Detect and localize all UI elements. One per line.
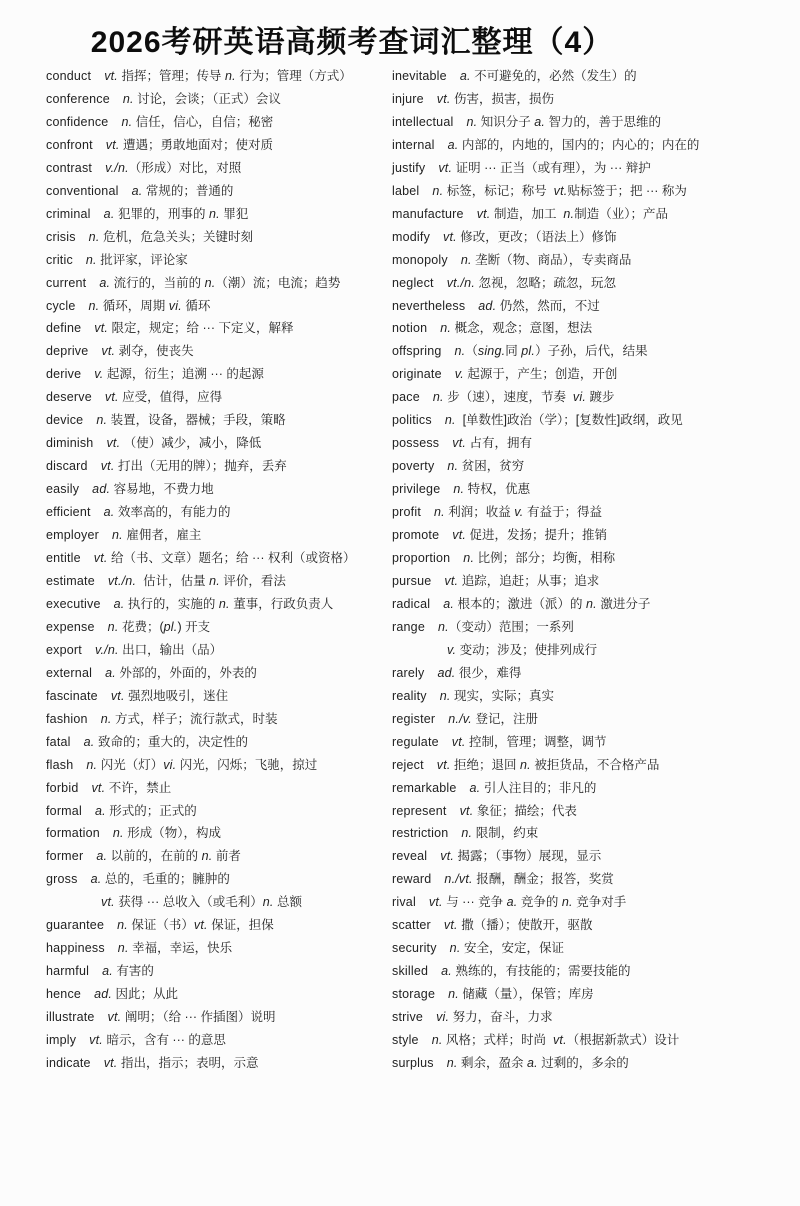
vocab-word: restriction <box>392 826 449 841</box>
vocab-definition: a. 有害的 <box>102 964 154 979</box>
vocab-definition: n./vt. 报酬，酬金；报答，奖赏 <box>444 872 614 887</box>
vocab-word: intellectual <box>392 114 454 129</box>
vocab-entry <box>46 868 392 891</box>
vocab-entry <box>46 662 392 685</box>
vocab-word: regulate <box>392 734 439 749</box>
vocab-definition: n. 限制，约束 <box>461 826 539 841</box>
vocab-word: crisis <box>46 229 76 244</box>
vocab-entry <box>46 249 392 272</box>
vocab-definition: vt. 象征；描绘；代表 <box>459 803 577 818</box>
vocab-word: proportion <box>392 551 451 566</box>
vocab-word: manufacture <box>392 206 464 221</box>
vocab-definition: vt. 遭遇；勇敢地面对；使对质 <box>105 137 274 152</box>
vocab-entry <box>392 295 766 318</box>
vocab-word: efficient <box>46 505 91 520</box>
vocab-definition: vt. 制造，加工 n.制造（业）；产品 <box>476 206 668 221</box>
vocab-entry <box>392 891 766 914</box>
vocab-definition: n. 危机，危急关头；关键时刻 <box>88 229 253 244</box>
vocab-definition: vt. 追踪，追赶；从事；追求 <box>444 573 600 588</box>
vocab-definition: n. 垄断（物、商品），专卖商品 <box>460 252 632 267</box>
vocab-definition: n. 利润；收益 v. 有益于；得益 <box>434 505 602 520</box>
vocab-definition: n. 现实，实际；真实 <box>439 688 555 703</box>
vocab-word: pursue <box>392 573 432 588</box>
vocab-word: reality <box>392 688 427 703</box>
vocab-definition: vt. 促进，发扬；提升；推销 <box>452 528 608 543</box>
vocab-definition: a. 熟练的，有技能的；需要技能的 <box>441 964 631 979</box>
vocab-word: hence <box>46 987 82 1002</box>
vocab-entry <box>46 340 392 363</box>
vocab-entry <box>46 363 392 386</box>
vocab-entry <box>46 639 392 662</box>
vocab-definition: a. 外部的，外面的，外表的 <box>105 665 257 680</box>
vocab-entry <box>392 88 766 111</box>
vocab-column-right <box>392 65 766 1075</box>
vocab-entry <box>392 65 766 88</box>
vocab-word: define <box>46 321 82 336</box>
vocab-word: poverty <box>392 459 435 474</box>
vocab-definition: n. 贫困，贫穷 <box>447 459 525 474</box>
vocab-entry <box>392 868 766 891</box>
vocab-definition: n. 幸福，幸运，快乐 <box>117 941 233 956</box>
vocab-entry <box>46 983 392 1006</box>
vocab-entry <box>46 731 392 754</box>
vocab-entry <box>46 501 392 524</box>
vocab-definition: n./v. 登记，注册 <box>448 711 538 726</box>
vocab-entry <box>46 685 392 708</box>
vocab-definition: n. 标签，标记；称号 vt.贴标签于；把 ··· 称为 <box>432 183 687 198</box>
vocab-entry <box>392 249 766 272</box>
vocab-definition: vt. 修改，更改；（语法上）修饰 <box>443 229 617 244</box>
vocab-definition: n. 特权，优惠 <box>453 482 531 497</box>
vocab-word: diminish <box>46 436 94 451</box>
vocab-word: nevertheless <box>392 298 466 313</box>
vocab-word: illustrate <box>46 1010 95 1025</box>
vocab-definition: ad. 容易地，不费力地 <box>92 482 214 497</box>
vocab-definition: a. 根本的；激进（派）的 n. 激进分子 <box>443 596 651 611</box>
vocab-entry <box>46 134 392 157</box>
vocab-entry <box>46 111 392 134</box>
vocab-word: strive <box>392 1010 424 1025</box>
vocab-entry <box>46 409 392 432</box>
vocab-word: reveal <box>392 849 428 864</box>
vocab-word: scatter <box>392 918 431 933</box>
vocab-entry <box>392 501 766 524</box>
vocab-entry <box>392 845 766 868</box>
vocab-entry <box>46 1029 392 1052</box>
vocab-definition: vt. 指挥；管理；传导 n. 行为；管理（方式） <box>104 69 352 83</box>
vocab-word: fashion <box>46 711 88 726</box>
vocab-entry <box>392 386 766 409</box>
vocab-definition: n.（sing.同 pl.）子孙，后代，结果 <box>454 344 648 359</box>
vocab-entry <box>46 226 392 249</box>
vocab-word: range <box>392 619 425 634</box>
vocab-word: critic <box>46 252 73 267</box>
vocab-entry-continuation <box>46 891 392 914</box>
vocab-word: modify <box>392 229 431 244</box>
vocab-entry <box>392 180 766 203</box>
vocab-definition: vt. 获得 ··· 总收入（或毛利）n. 总额 <box>101 895 303 910</box>
vocab-definition: vt. 占有，拥有 <box>452 436 533 451</box>
vocab-word: estimate <box>46 573 95 588</box>
vocab-word: injure <box>392 91 424 106</box>
vocab-entry <box>392 1029 766 1052</box>
vocab-definition: v./n.（形成）对比，对照 <box>105 160 242 175</box>
vocab-definition: a. 流行的，当前的 n.（潮）流；电流；趋势 <box>99 275 341 290</box>
vocab-entry <box>46 432 392 455</box>
vocab-definition: vt. 应受，值得，应得 <box>104 390 223 405</box>
vocab-entry <box>392 754 766 777</box>
vocab-definition: vt. 证明 ··· 正当（或有理），为 ··· 辩护 <box>438 160 651 175</box>
vocab-word: reward <box>392 872 432 887</box>
vocab-entry <box>392 203 766 226</box>
vocab-word: deprive <box>46 344 89 359</box>
vocab-definition: a. 不可避免的，必然（发生）的 <box>459 69 637 83</box>
vocab-word: internal <box>392 137 435 152</box>
vocab-entry <box>392 547 766 570</box>
vocab-definition: n. 步（速），速度，节奏 vi. 踱步 <box>432 390 615 405</box>
vocab-word: executive <box>46 596 101 611</box>
vocab-entry <box>392 478 766 501</box>
vocab-definition: ad. 很少，难得 <box>437 665 522 680</box>
vocab-word: surplus <box>392 1055 434 1070</box>
vocab-entry <box>46 157 392 180</box>
vocab-entry <box>46 937 392 960</box>
vocab-word: storage <box>392 987 436 1002</box>
vocab-column-left <box>46 65 392 1075</box>
vocab-word: style <box>392 1033 419 1048</box>
vocab-entry <box>392 363 766 386</box>
vocab-entry <box>392 226 766 249</box>
vocab-entry <box>392 914 766 937</box>
vocab-entry <box>392 432 766 455</box>
vocab-entry <box>392 134 766 157</box>
vocab-word: cycle <box>46 298 76 313</box>
vocab-word: indicate <box>46 1055 91 1070</box>
vocab-definition: a. 内部的，内地的，国内的；内心的；内在的 <box>447 137 700 152</box>
vocab-definition: a. 以前的，在前的 n. 前者 <box>96 849 241 864</box>
vocab-word: deserve <box>46 390 92 405</box>
page-title: 2026考研英语高频考查词汇整理（4） <box>90 26 614 59</box>
vocab-word: guarantee <box>46 918 105 933</box>
vocab-definition: n. 形成（物），构成 <box>112 826 221 841</box>
vocab-definition: vt./n. 估计，估量 n. 评价，看法 <box>107 573 286 588</box>
vocab-entry <box>392 685 766 708</box>
vocab-word: reject <box>392 757 424 772</box>
vocab-definition: a. 总的，毛重的；臃肿的 <box>90 872 230 887</box>
vocab-entry <box>46 295 392 318</box>
vocab-word: skilled <box>392 964 429 979</box>
vocab-entry <box>46 845 392 868</box>
vocab-word: remarkable <box>392 780 457 795</box>
vocab-entry <box>46 777 392 800</box>
vocab-definition: vi. 努力，奋斗，力求 <box>436 1010 553 1025</box>
vocab-entry <box>392 800 766 823</box>
vocab-entry <box>392 524 766 547</box>
vocab-word: pace <box>392 390 420 405</box>
vocab-definition: a. 执行的，实施的 n. 董事，行政负责人 <box>113 596 334 611</box>
vocab-entry <box>392 455 766 478</box>
vocab-entry <box>46 754 392 777</box>
vocab-word: originate <box>392 367 442 382</box>
vocab-definition: vt. 限定，规定；给 ··· 下定义，解释 <box>94 321 294 336</box>
vocab-entry <box>392 340 766 363</box>
vocab-word: device <box>46 413 84 428</box>
vocab-entry <box>392 1052 766 1075</box>
vocab-word: external <box>46 665 93 680</box>
vocab-word: represent <box>392 803 447 818</box>
vocab-entry <box>46 547 392 570</box>
vocab-word: label <box>392 183 420 198</box>
vocab-word: harmful <box>46 964 90 979</box>
vocab-definition: a. 形式的；正式的 <box>94 803 197 818</box>
vocab-entry-continuation <box>392 639 766 662</box>
vocab-definition: vt. 伤害，损害，损伤 <box>436 91 555 106</box>
vocab-definition: vt. 不许，禁止 <box>91 780 172 795</box>
vocab-entry <box>392 317 766 340</box>
vocab-definition: n. 知识分子 a. 智力的，善于思维的 <box>466 114 662 129</box>
vocab-word: possess <box>392 436 440 451</box>
vocab-definition: n. 概念，观念；意图，想法 <box>440 321 593 336</box>
vocab-entry <box>392 662 766 685</box>
vocab-definition: n. 循环，周期 vi. 循环 <box>88 298 211 313</box>
vocab-definition: a. 效率高的，有能力的 <box>103 505 231 520</box>
vocab-definition: n. 闪光（灯）vi. 闪光，闪烁；飞驰，掠过 <box>86 757 318 772</box>
vocab-definition: n. [单数性]政治（学）；[复数性]政纲，政见 <box>444 413 683 428</box>
vocab-definition: vt. （使）减少，减小，降低 <box>106 436 262 451</box>
vocab-word: criminal <box>46 206 91 221</box>
vocab-word: promote <box>392 528 440 543</box>
vocab-entry <box>46 88 392 111</box>
vocab-entry <box>392 937 766 960</box>
vocab-definition: vt. 阐明；（给 ··· 作插图）说明 <box>107 1010 276 1025</box>
vocab-entry <box>46 593 392 616</box>
vocab-definition: vt. 暗示，含有 ··· 的意思 <box>89 1033 226 1048</box>
vocab-entry <box>392 983 766 1006</box>
vocab-word: forbid <box>46 780 79 795</box>
vocab-word: flash <box>46 757 74 772</box>
vocab-definition: vt. 与 ··· 竞争 a. 竞争的 n. 竞争对手 <box>428 895 627 910</box>
vocab-entry <box>46 1052 392 1075</box>
vocab-definition: n. 讨论，会谈；（正式）会议 <box>122 91 281 106</box>
vocab-entry <box>46 478 392 501</box>
vocab-word: fatal <box>46 734 71 749</box>
vocab-definition: n. 信任，信心，自信；秘密 <box>121 114 274 129</box>
vocab-word: entitle <box>46 551 81 566</box>
vocab-entry <box>46 272 392 295</box>
vocab-word: confidence <box>46 114 109 129</box>
vocab-definition: ad. 仍然，然而，不过 <box>478 298 600 313</box>
vocab-word: rival <box>392 895 416 910</box>
vocab-entry <box>392 731 766 754</box>
vocab-definition: v./n. 出口，输出（品） <box>94 642 223 657</box>
vocab-word: derive <box>46 367 82 382</box>
vocab-definition: a. 引人注目的；非凡的 <box>469 780 597 795</box>
vocab-definition: vt. 控制，管理；调整，调节 <box>451 734 607 749</box>
vocab-word: justify <box>392 160 426 175</box>
vocab-entry <box>392 409 766 432</box>
vocab-entry <box>46 455 392 478</box>
vocab-word: fascinate <box>46 688 98 703</box>
vocab-entry <box>46 203 392 226</box>
vocab-entry <box>46 180 392 203</box>
vocab-definition: n. 装置，设备，器械；手段，策略 <box>96 413 286 428</box>
vocab-entry <box>392 1006 766 1029</box>
vocab-definition: vt. 打出（无用的牌）；抛弃，丢弃 <box>100 459 287 474</box>
vocab-entry <box>46 616 392 639</box>
vocab-definition: ad. 因此；从此 <box>94 987 179 1002</box>
vocab-definition: v. 起源于，产生；创造，开创 <box>454 367 618 382</box>
vocab-word: expense <box>46 619 95 634</box>
vocab-word: easily <box>46 482 80 497</box>
vocab-definition: v. 起源，衍生；追溯 ··· 的起源 <box>94 367 264 382</box>
vocab-word: register <box>392 711 436 726</box>
vocab-definition: n. 方式，样子；流行款式，时装 <box>100 711 278 726</box>
vocab-entry <box>392 822 766 845</box>
vocab-definition: vt. 揭露；（事物）展现，显示 <box>440 849 602 864</box>
vocab-word: profit <box>392 505 421 520</box>
vocab-word: radical <box>392 596 431 611</box>
vocab-definition: n. 风格；式样；时尚 vt.（根据新款式）设计 <box>431 1033 680 1048</box>
vocab-definition: vt. 拒绝；退回 n. 被拒货品，不合格产品 <box>436 757 660 772</box>
vocab-definition: a. 常规的；普通的 <box>131 183 234 198</box>
vocab-definition: vt. 强烈地吸引，迷住 <box>110 688 229 703</box>
vocab-entry <box>392 616 766 639</box>
vocab-entry <box>392 708 766 731</box>
vocab-word: security <box>392 941 437 956</box>
vocab-word: offspring <box>392 344 442 359</box>
vocab-word: formal <box>46 803 82 818</box>
vocab-word: happiness <box>46 941 105 956</box>
vocab-entry <box>46 914 392 937</box>
vocab-word: confront <box>46 137 93 152</box>
vocab-word: notion <box>392 321 428 336</box>
vocab-entry <box>46 570 392 593</box>
vocab-definition: n. 保证（书）vt. 保证，担保 <box>117 918 274 933</box>
vocab-definition: n. 比例；部分；均衡，相称 <box>463 551 616 566</box>
vocab-entry <box>46 524 392 547</box>
vocab-word: export <box>46 642 82 657</box>
vocab-word: neglect <box>392 275 434 290</box>
vocab-word: contrast <box>46 160 93 175</box>
vocab-entry <box>392 111 766 134</box>
vocab-word: conference <box>46 91 110 106</box>
vocab-entry <box>392 960 766 983</box>
vocab-entry <box>46 1006 392 1029</box>
vocab-word: rarely <box>392 665 425 680</box>
vocab-entry <box>46 317 392 340</box>
vocab-entry <box>46 800 392 823</box>
vocab-word: current <box>46 275 87 290</box>
vocab-word: monopoly <box>392 252 448 267</box>
vocab-entry <box>46 65 392 88</box>
vocab-definition: vt. 撒（播）；使散开，驱散 <box>443 918 593 933</box>
vocab-definition: vt. 剥夺，使丧失 <box>101 344 194 359</box>
vocab-word: gross <box>46 872 78 887</box>
vocab-definition: n. 批评家，评论家 <box>85 252 188 267</box>
vocab-entry <box>46 822 392 845</box>
vocab-entry <box>46 708 392 731</box>
vocab-definition: n. 剩余，盈余 a. 过剩的，多余的 <box>446 1055 629 1070</box>
vocab-entry <box>46 960 392 983</box>
vocab-entry <box>392 570 766 593</box>
vocab-word: politics <box>392 413 432 428</box>
vocab-definition: vt. 给（书、文章）题名；给 ··· 权利（或资格） <box>93 551 356 566</box>
vocab-word: former <box>46 849 84 864</box>
vocab-definition: vt./n. 忽视，忽略；疏忽，玩忽 <box>446 275 616 290</box>
vocab-word: inevitable <box>392 69 447 83</box>
vocab-definition: n. 雇佣者，雇主 <box>112 528 202 543</box>
vocab-entry <box>392 777 766 800</box>
vocab-entry <box>392 272 766 295</box>
vocab-definition: n. 花费；(pl.) 开支 <box>107 619 211 634</box>
vocab-word: conduct <box>46 69 92 83</box>
vocab-word: employer <box>46 528 100 543</box>
vocab-definition: n. 储藏（量），保管；库房 <box>448 987 594 1002</box>
vocab-definition: a. 犯罪的，刑事的 n. 罪犯 <box>103 206 249 221</box>
vocab-definition: a. 致命的；重大的，决定性的 <box>83 734 248 749</box>
vocab-definition: v. 变动；涉及；使排列成行 <box>447 642 598 657</box>
vocab-definition: n. 安全，安定，保证 <box>449 941 564 956</box>
vocab-entry <box>46 386 392 409</box>
vocab-entry <box>392 593 766 616</box>
vocab-word: conventional <box>46 183 119 198</box>
vocab-word: formation <box>46 826 100 841</box>
vocab-word: discard <box>46 459 88 474</box>
vocab-definition: n.（变动）范围；一系列 <box>437 619 574 634</box>
vocab-entry <box>392 157 766 180</box>
vocab-definition: vt. 指出，指示；表明，示意 <box>103 1055 259 1070</box>
vocab-columns <box>0 65 800 1075</box>
vocab-word: imply <box>46 1033 77 1048</box>
vocab-word: privilege <box>392 482 441 497</box>
